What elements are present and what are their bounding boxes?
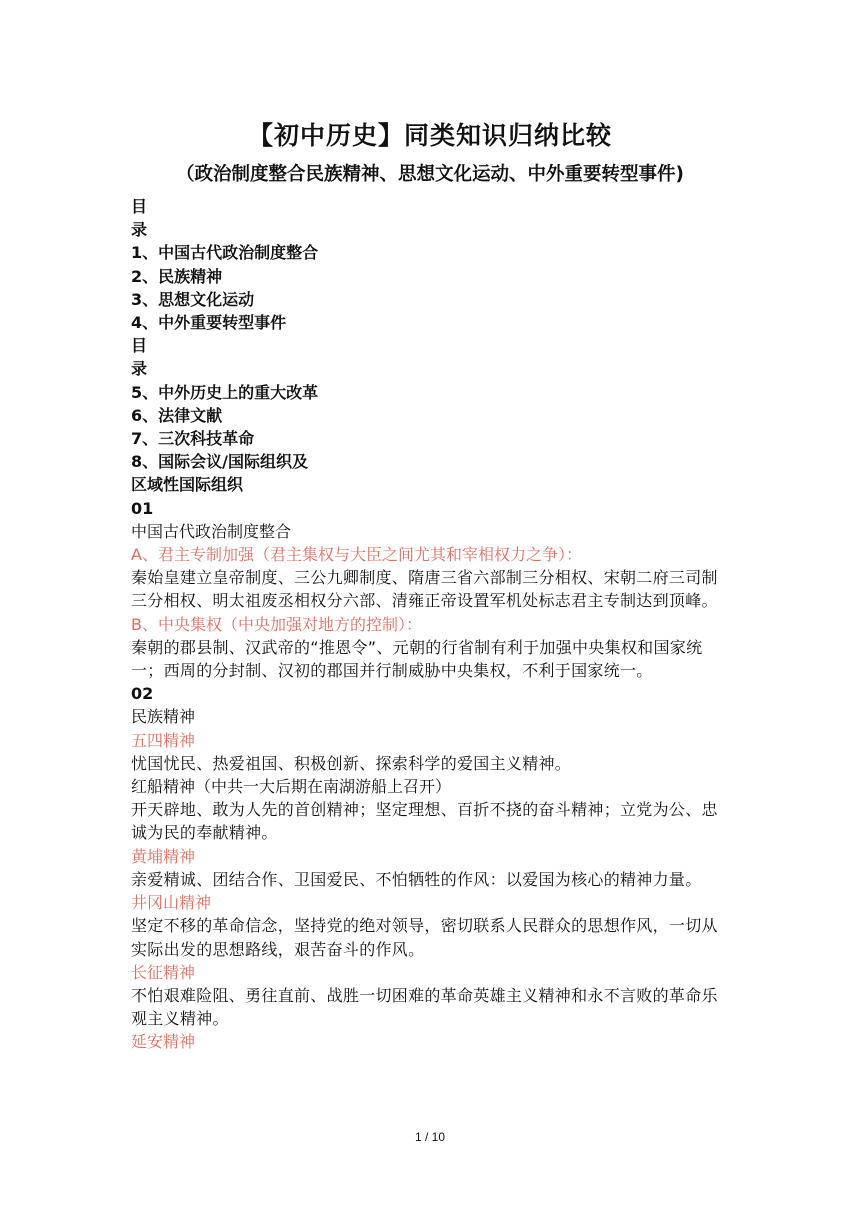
toc-heading-char-2: 录 (131, 220, 148, 240)
toc-item: 1、中国古代政治制度整合 (131, 243, 319, 263)
toc-item: 7、三次科技革命 (131, 429, 255, 449)
subheading-yanan: 延安精神 (131, 1032, 196, 1052)
section-title: 民族精神 (131, 707, 196, 727)
section-political-system (131, 497, 731, 683)
subheading-jinggangshan: 井冈山精神 (131, 893, 212, 913)
subheading-whampoa: 黄埔精神 (131, 846, 196, 866)
toc-item: 区域性国际组织 (131, 475, 244, 495)
document-body (131, 195, 731, 1054)
paragraph-centralization: 秦朝的郡县制、汉武帝的“推恩令”、元朝的行省制有利于加强中央集权和国家统一；西周的分封制、汉初的郡国并行制威胁中央集权，不利于国家统一。 (131, 637, 703, 681)
toc-item: 8、国际会议/国际组织及 (131, 452, 308, 472)
toc-item: 6、法律文献 (131, 405, 223, 425)
document-title: 【初中历史】同类知识归纳比较 (247, 121, 612, 150)
paragraph-monarchy: 秦始皇建立皇帝制度、三公九卿制度、隋唐三省六部制三分相权、宋朝二府三司制三分相权、明太祖废丞相权分六部、清雍正帝设置军机处标志君主专制达到顶峰。 (131, 568, 718, 611)
toc-heading-char-2: 录 (131, 359, 148, 379)
subheading-long-march: 长征精神 (131, 962, 196, 982)
subheading-centralization: B、中央集权（中央加强对地方的控制）： (131, 614, 422, 634)
toc (131, 195, 731, 497)
paragraph-red-boat: 开天辟地、敢为人先的首创精神；坚定理想、百折不挠的奋斗精神；立党为公、忠诚为民的奉献精神。 (131, 800, 718, 843)
toc-heading-char-1: 目 (131, 197, 148, 216)
subheading-monarchy: A、君主专制加强（君主集权与大臣之间尤其和宰相权力之争）： (131, 545, 582, 565)
toc-heading-char-1: 目 (131, 336, 148, 356)
page-number: 1 / 10 (414, 1130, 446, 1144)
section-national-spirit (131, 682, 731, 1053)
section-title: 中国古代政治制度整合 (131, 521, 292, 541)
section-number: 01 (131, 498, 154, 518)
section-number: 02 (131, 684, 154, 704)
subheading-may-fourth: 五四精神 (131, 730, 196, 750)
paragraph-long-march: 不怕艰难险阻、勇往直前、战胜一切困难的革命英雄主义精神和永不言败的革命乐观主义精神。 (131, 985, 718, 1029)
document-subtitle: （政治制度整合民族精神、思想文化运动、中外重要转型事件) (176, 164, 684, 185)
toc-item: 4、中外重要转型事件 (131, 313, 287, 333)
paragraph-jinggangshan: 坚定不移的革命信念，坚持党的绝对领导，密切联系人民群众的思想作风，一切从实际出发的思想路线，艰苦奋斗的作风。 (131, 916, 718, 959)
paragraph-whampoa: 亲爱精诚、团结合作、卫国爱民、不怕牺牲的作风：以爱国为核心的精神力量。 (131, 869, 702, 889)
toc-item: 5、中外历史上的重大改革 (131, 382, 319, 402)
toc-item: 3、思想文化运动 (131, 289, 255, 309)
subheading-red-boat: 红船精神（中共一大后期在南湖游船上召开） (131, 777, 452, 797)
toc-item: 2、民族精神 (131, 266, 223, 286)
paragraph-may-fourth: 忧国忧民、热爱祖国、积极创新、探索科学的爱国主义精神。 (131, 753, 572, 773)
